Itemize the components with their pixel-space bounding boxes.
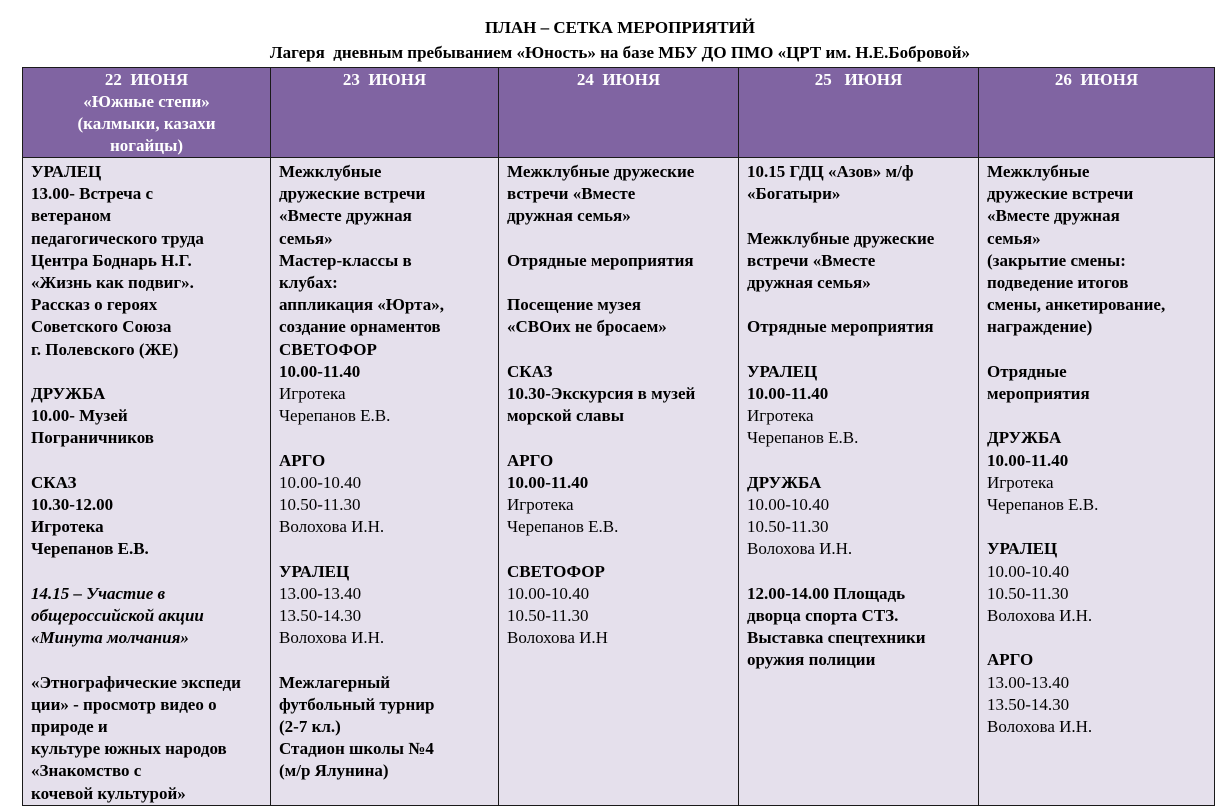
event-line: АРГО	[507, 450, 554, 470]
schedule-body-row	[23, 158, 1215, 806]
event-line: СВЕТОФОР	[279, 339, 377, 359]
event-line: «Богатыри»	[747, 184, 841, 204]
day-header-line: 24 ИЮНЯ	[576, 70, 661, 89]
event-line: ветераном	[31, 206, 112, 226]
event-line: 10.00-10.40	[507, 583, 590, 603]
event-line: 10.30-Экскурсия в музей	[507, 383, 696, 403]
event-line: Черепанов Е.В.	[987, 495, 1099, 515]
event-line: 13.00-13.40	[279, 583, 362, 603]
event-line: создание орнаментов	[279, 317, 441, 337]
event-line: культуре южных народов	[31, 739, 227, 759]
event-line: «Знакомство с	[31, 761, 142, 781]
event-line: встречи «Вместе	[507, 184, 636, 204]
event-line: Выставка спецтехники	[747, 628, 926, 648]
event-line: (2-7 кл.)	[279, 717, 341, 737]
line-spacer	[747, 294, 972, 316]
event-line: 13.50-14.30	[987, 694, 1070, 714]
event-line: кочевой культурой»	[31, 783, 186, 803]
event-line: Отрядные	[987, 361, 1067, 381]
event-line: 10.50-11.30	[747, 517, 829, 537]
event-line: морской славы	[507, 406, 625, 426]
line-spacer	[747, 561, 972, 583]
event-line: Черепанов Е.В.	[279, 406, 391, 426]
line-spacer	[507, 427, 732, 449]
event-line: ДРУЖБА	[747, 472, 822, 492]
day-header-line: ногайцы)	[109, 136, 184, 155]
event-line: семья»	[987, 228, 1041, 248]
line-spacer	[987, 405, 1208, 427]
day-events-3	[499, 158, 739, 806]
line-spacer	[747, 205, 972, 227]
day-header-5	[979, 68, 1215, 158]
event-line: СКАЗ	[31, 472, 77, 492]
event-line: 14.15 – Участие в	[31, 583, 166, 603]
event-line: 10.00-10.40	[987, 561, 1070, 581]
event-line: Центра Боднарь Н.Г.	[31, 250, 192, 270]
line-spacer	[279, 538, 492, 560]
event-line: «Минута молчания»	[31, 628, 189, 648]
line-spacer	[31, 649, 264, 671]
schedule-header-row	[23, 68, 1215, 158]
day-header-3	[499, 68, 739, 158]
schedule-table	[22, 67, 1215, 806]
event-line: (закрытие смены:	[987, 250, 1126, 270]
line-spacer	[507, 272, 732, 294]
event-line: Отрядные мероприятия	[747, 317, 934, 337]
day-events-2	[271, 158, 499, 806]
line-spacer	[747, 339, 972, 361]
event-line: Межклубные	[987, 162, 1090, 181]
event-line: УРАЛЕЦ	[747, 361, 818, 381]
line-spacer	[987, 339, 1208, 361]
event-line: смены, анкетирование,	[987, 295, 1166, 315]
line-spacer	[279, 427, 492, 449]
line-spacer	[31, 450, 264, 472]
event-line: ДРУЖБА	[31, 384, 106, 404]
event-line: 13.50-14.30	[279, 606, 362, 626]
event-line: семья»	[279, 228, 333, 248]
event-line: Межклубные дружеские	[507, 162, 695, 181]
event-line: УРАЛЕЦ	[987, 539, 1058, 559]
event-line: 13.00- Встреча с	[31, 184, 154, 204]
event-line: УРАЛЕЦ	[31, 162, 102, 181]
event-line: СКАЗ	[507, 361, 553, 381]
event-line: Игротека	[987, 472, 1054, 492]
event-line: УРАЛЕЦ	[279, 561, 350, 581]
event-line: клубах:	[279, 273, 338, 293]
day-header-line: 26 ИЮНЯ	[1054, 70, 1139, 89]
day-header-2	[271, 68, 499, 158]
event-line: Волохова И.Н.	[279, 628, 385, 648]
event-line: «Этнографические экспеди	[31, 672, 241, 692]
event-line: ДРУЖБА	[987, 428, 1062, 448]
event-line: Рассказ о героях	[31, 295, 158, 315]
event-line: Игротека	[747, 406, 814, 426]
event-line: Межклубные	[279, 162, 382, 181]
event-line: Черепанов Е.В.	[747, 428, 859, 448]
line-spacer	[507, 228, 732, 250]
event-line: 10.00-11.40	[279, 361, 361, 381]
day-header-4	[739, 68, 979, 158]
event-line: мероприятия	[987, 384, 1090, 404]
event-line: ции» - просмотр видео о	[31, 694, 217, 714]
event-line: 10.50-11.30	[279, 495, 361, 515]
event-line: «СВОих не бросаем»	[507, 317, 667, 337]
event-line: 10.00-11.40	[747, 383, 829, 403]
event-line: «Вместе дружная	[279, 206, 412, 226]
line-spacer	[31, 561, 264, 583]
event-line: Черепанов Е.В.	[507, 517, 619, 537]
day-header-line: 23 ИЮНЯ	[342, 70, 427, 89]
event-line: природе и	[31, 717, 108, 737]
event-line: Советского Союза	[31, 317, 172, 337]
event-line: подведение итогов	[987, 273, 1129, 293]
line-spacer	[507, 339, 732, 361]
event-line: Пограничников	[31, 428, 154, 448]
event-line: АРГО	[987, 650, 1034, 670]
event-line: «Жизнь как подвиг».	[31, 273, 194, 293]
event-line: Волохова И.Н.	[747, 539, 853, 559]
event-line: «Вместе дружная	[987, 206, 1120, 226]
event-line: дружная семья»	[507, 206, 631, 226]
line-spacer	[279, 649, 492, 671]
day-header-line: (калмыки, казахи	[77, 114, 216, 133]
event-line: оружия полиции	[747, 650, 876, 670]
day-events-4	[739, 158, 979, 806]
event-line: Волохова И.Н.	[987, 606, 1093, 626]
event-line: 10.15 ГДЦ «Азов» м/ф	[747, 162, 914, 181]
event-line: педагогического труда	[31, 228, 204, 248]
event-line: Мастер-классы в	[279, 250, 412, 270]
day-header-line: 25 ИЮНЯ	[814, 70, 903, 89]
event-line: 13.00-13.40	[987, 672, 1070, 692]
event-line: Черепанов Е.В.	[31, 539, 149, 559]
event-line: 10.00-10.40	[279, 472, 362, 492]
event-line: 12.00-14.00 Площадь	[747, 583, 906, 603]
line-spacer	[987, 516, 1208, 538]
event-line: общероссийской акции	[31, 606, 204, 626]
day-header-line: 22 ИЮНЯ	[104, 70, 189, 89]
event-line: 10.00-11.40	[507, 472, 589, 492]
event-line: Волохова И.Н.	[279, 517, 385, 537]
event-line: награждение)	[987, 317, 1093, 337]
line-spacer	[31, 361, 264, 383]
event-line: Стадион школы №4	[279, 739, 434, 759]
event-line: Игротека	[507, 494, 574, 514]
event-line: Отрядные мероприятия	[507, 250, 694, 270]
event-line: 10.30-12.00	[31, 495, 114, 515]
event-line: аппликация «Юрта»,	[279, 295, 444, 315]
event-line: 10.00-11.40	[987, 450, 1069, 470]
event-line: Межклубные дружеские	[747, 228, 935, 248]
event-line: 10.50-11.30	[987, 583, 1069, 603]
day-events-1	[23, 158, 271, 806]
event-line: Игротека	[31, 517, 104, 537]
event-line: Волохова И.Н	[507, 628, 608, 648]
page-subtitle: Лагеря дневным пребыванием «Юность» на базе МБУ ДО ПМО «ЦРТ им. Н.Е.Бобровой»	[269, 43, 971, 62]
day-header-line: «Южные степи»	[83, 92, 210, 111]
day-header-1	[23, 68, 271, 158]
day-events-5	[979, 158, 1215, 806]
event-line: г. Полевского (ЖЕ)	[31, 339, 179, 359]
event-line: дворца спорта СТЗ.	[747, 605, 899, 625]
event-line: 10.50-11.30	[507, 605, 589, 625]
event-line: (м/р Ялунина)	[279, 761, 389, 781]
line-spacer	[987, 627, 1208, 649]
event-line: 10.00- Музей	[31, 406, 128, 426]
event-line: Посещение музея	[507, 295, 641, 315]
page-title: ПЛАН – СЕТКА МЕРОПРИЯТИЙ	[485, 18, 755, 37]
event-line: дружеские встречи	[279, 184, 426, 204]
event-line: дружная семья»	[747, 273, 871, 292]
event-line: дружеские встречи	[987, 184, 1134, 204]
event-line: футбольный турнир	[279, 694, 435, 714]
line-spacer	[507, 538, 732, 560]
line-spacer	[747, 450, 972, 472]
event-line: СВЕТОФОР	[507, 561, 605, 581]
event-line: Межлагерный	[279, 672, 391, 692]
event-line: встречи «Вместе	[747, 250, 876, 270]
event-line: 10.00-10.40	[747, 494, 830, 514]
event-line: Волохова И.Н.	[987, 717, 1093, 737]
event-line: Игротека	[279, 384, 346, 404]
event-line: АРГО	[279, 450, 326, 470]
